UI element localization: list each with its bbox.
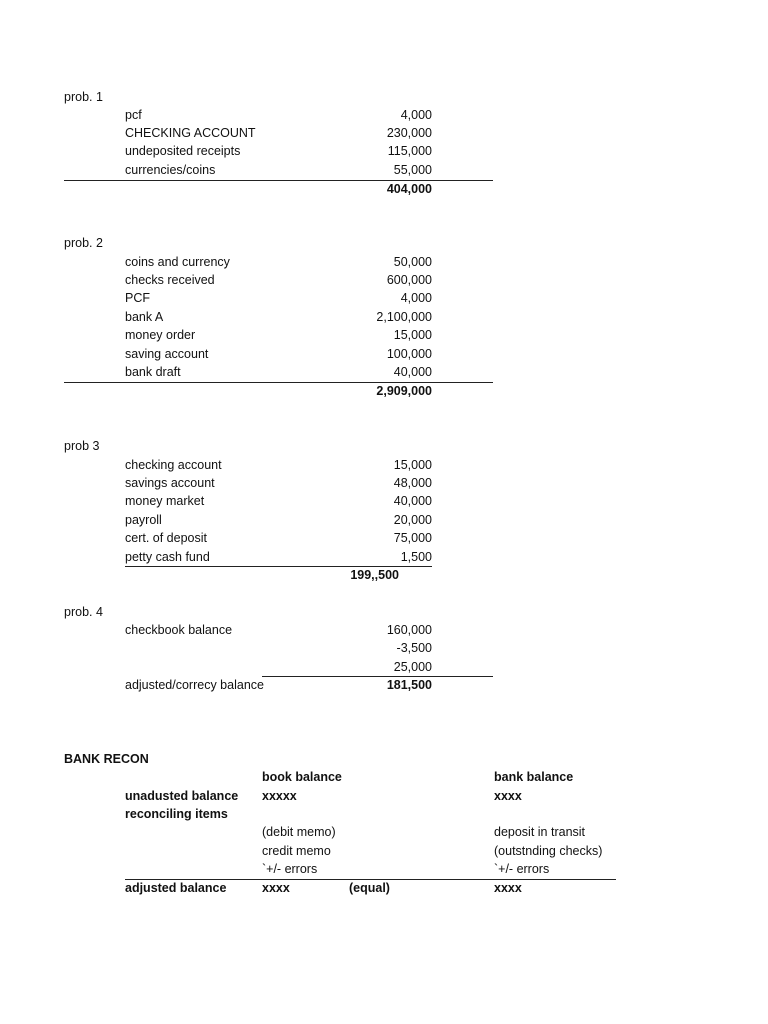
prob4-total: 181,500 — [386, 678, 432, 692]
book-balance-header: book balance — [262, 770, 342, 784]
prob2-amount: 40,000 — [393, 365, 432, 379]
prob3-amount: 1,500 — [400, 550, 432, 564]
prob1-label: prob. 1 — [64, 90, 103, 104]
prob3-item: savings account — [125, 476, 215, 490]
prob3-amount: 20,000 — [393, 513, 432, 527]
prob3-amount: 75,000 — [393, 531, 432, 545]
prob2-item: checks received — [125, 273, 215, 287]
bank-reconciling-item: (outstnding checks) — [494, 844, 603, 858]
bank-reconciling-item: deposit in transit — [494, 825, 586, 839]
checkbook-balance-label: checkbook balance — [125, 623, 233, 637]
prob3-amount: 15,000 — [393, 458, 432, 472]
prob1-item: CHECKING ACCOUNT — [125, 126, 256, 140]
prob1-amount: 4,000 — [400, 108, 432, 122]
prob3-label: prob 3 — [64, 439, 100, 453]
prob3-total: 199,,500 — [350, 568, 399, 582]
book-reconciling-item: credit memo — [262, 844, 331, 858]
prob2-item: bank A — [125, 310, 164, 324]
bank-recon-title: BANK RECON — [64, 752, 149, 766]
prob3-amount: 48,000 — [393, 476, 432, 490]
prob1-item: currencies/coins — [125, 163, 216, 177]
prob2-item: money order — [125, 328, 196, 342]
prob4-label: prob. 4 — [64, 605, 103, 619]
prob1-item: undeposited receipts — [125, 144, 241, 158]
prob1-amount: 230,000 — [386, 126, 432, 140]
prob2-amount: 2,100,000 — [376, 310, 432, 324]
prob4-amount: 25,000 — [393, 660, 432, 674]
prob3-item: petty cash fund — [125, 550, 210, 564]
prob2-total: 2,909,000 — [376, 384, 432, 398]
prob3-item: money market — [125, 494, 205, 508]
bank-balance-header: bank balance — [494, 770, 574, 784]
adjusted-balance-label: adjusted/correcy balance — [125, 678, 264, 692]
prob2-amount: 4,000 — [400, 291, 432, 305]
prob3-item: checking account — [125, 458, 222, 472]
prob2-item: bank draft — [125, 365, 181, 379]
bank-reconciling-item: `+/- errors — [494, 862, 550, 876]
prob3-amount: 40,000 — [393, 494, 432, 508]
prob3-item: cert. of deposit — [125, 531, 207, 545]
prob2-amount: 100,000 — [386, 347, 432, 361]
prob4-amount: -3,500 — [396, 641, 432, 655]
unadjusted-bank-value: xxxx — [494, 789, 522, 803]
prob2-item: saving account — [125, 347, 209, 361]
unadjusted-book-value: xxxxx — [262, 789, 297, 803]
reconciling-items-label: reconciling items — [125, 807, 228, 821]
prob2-item: PCF — [125, 291, 150, 305]
adjusted-bank-value: xxxx — [494, 881, 522, 895]
prob2-item: coins and currency — [125, 255, 230, 269]
unadjusted-balance-label: unadusted balance — [125, 789, 239, 803]
prob1-item: pcf — [125, 108, 142, 122]
equal-text: (equal) — [349, 881, 390, 895]
prob1-total: 404,000 — [386, 182, 432, 196]
prob2-amount: 600,000 — [386, 273, 432, 287]
prob2-amount: 15,000 — [393, 328, 432, 342]
prob2-amount: 50,000 — [393, 255, 432, 269]
prob1-amount: 115,000 — [387, 144, 432, 158]
prob4-amount: 160,000 — [386, 623, 432, 637]
book-reconciling-item: (debit memo) — [262, 825, 336, 839]
book-reconciling-item: `+/- errors — [262, 862, 318, 876]
adjusted-book-value: xxxx — [262, 881, 290, 895]
prob2-label: prob. 2 — [64, 236, 103, 250]
recon-adjusted-label: adjusted balance — [125, 881, 227, 895]
prob1-amount: 55,000 — [393, 163, 432, 177]
prob3-item: payroll — [125, 513, 162, 527]
